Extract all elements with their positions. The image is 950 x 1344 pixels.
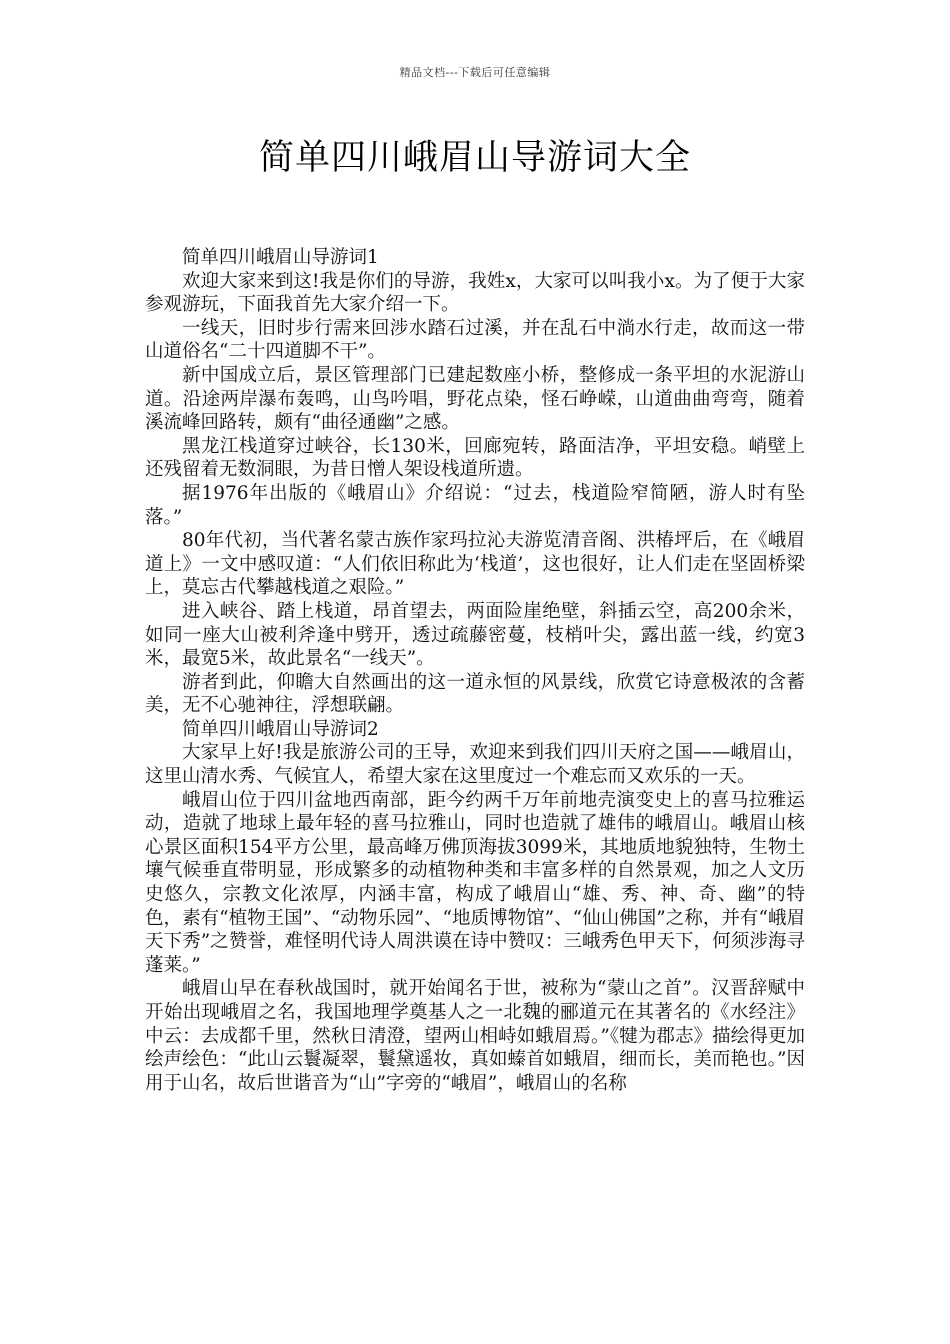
header-note: 精品文档---下载后可任意编辑 — [399, 66, 551, 79]
paragraph: 新中国成立后，景区管理部门已建起数座小桥，整修成一条平坦的水泥游山道。沿途两岸瀑布轰鸣，山鸟吟唱，野花点染，怪石峥嵘，山道曲曲弯弯，随着溪流峰回路转，颇有“曲径通幽”之感。 — [145, 364, 805, 434]
paragraph: 进入峡谷、踏上栈道，昂首望去，两面险崖绝壁，斜插云空，高200余米，如同一座大山被利斧逢中劈开，透过疏藤密蔓，枝梢叶尖，露出蓝一线，约宽3米，最宽5米，故此景名“一线天”。 — [145, 600, 805, 670]
section-heading: 简单四川峨眉山导游词1 — [182, 247, 379, 268]
document-title: 简单四川峨眉山导游词大全 — [258, 138, 691, 178]
paragraph: 80年代初，当代著名蒙古族作家玛拉沁夫游览清音阁、洪椿坪后，在《峨眉道上》一文中感叹道：“人们依旧称此为‘栈道’，这也很好，让人们走在坚固桥梁上，莫忘古代攀越栈道之艰险。” — [145, 530, 805, 599]
paragraph: 一线天，旧时步行需来回涉水踏石过溪，并在乱石中淌水行走，故而这一带山道俗名“二十四道脚不干”。 — [145, 317, 805, 363]
paragraph: 欢迎大家来到这!我是你们的导游，我姓x，大家可以叫我小x。为了便于大家参观游玩，下面我首先大家介绍一下。 — [145, 270, 805, 316]
document-body — [145, 246, 805, 1095]
paragraph: 峨眉山早在春秋战国时，就开始闻名于世，被称为“蒙山之首”。汉晋辞赋中开始出现峨眉之名，我国地理学奠基人之一北魏的郦道元在其著名的《水经注》中云：去成都千里，然秋日清澄，望两山相峙如蛾眉焉。”《犍为郡志》描绘得更加绘声绘色：“此山云鬟凝翠，鬟黛遥妆，真如螓首如蛾眉，细而长，美而艳也。”因用于山名，故后世谐音为“山”字旁的“峨眉”，峨眉山的名称 — [145, 978, 805, 1094]
paragraph: 游者到此，仰瞻大自然画出的这一道永恒的风景线，欣赏它诗意极浓的含蓄美，无不心驰神往，浮想联翩。 — [145, 671, 805, 717]
section-heading: 简单四川峨眉山导游词2 — [182, 718, 379, 740]
paragraph: 据1976年出版的《峨眉山》介绍说：“过去，栈道险窄简陋，游人时有坠落。” — [145, 482, 805, 528]
paragraph: 大家早上好!我是旅游公司的王导，欢迎来到我们四川天府之国——峨眉山，这里山清水秀、气候宜人，希望大家在这里度过一个难忘而又欢乐的一天。 — [145, 742, 805, 788]
paragraph: 峨眉山位于四川盆地西南部，距今约两千万年前地壳演变史上的喜马拉雅运动，造就了地球上最年轻的喜马拉雅山，同时也造就了雄伟的峨眉山。峨眉山核心景区面积154平方公里，最高峰万佛顶海拔3099米，其地质地貌独特，生物土壤气候垂直带明显，形成繁多的动植物种类和丰富多样的自然景观，加之人文历史悠久，宗教文化浓厚，内涵丰富，构成了峨眉山“雄、秀、神、奇、幽”的特色，素有“植物王国”、“动物乐园”、“地质博物馆”、“仙山佛国”之称，并有“峨眉天下秀”之赞誉，难怪明代诗人周洪谟在诗中赞叹：三峨秀色甲天下，何须涉海寻蓬莱。” — [145, 789, 805, 976]
paragraph: 黑龙江栈道穿过峡谷，长130米，回廊宛转，路面洁净，平坦安稳。峭壁上还残留着无数洞眼，为昔日憎人架设栈道所遗。 — [145, 435, 805, 481]
